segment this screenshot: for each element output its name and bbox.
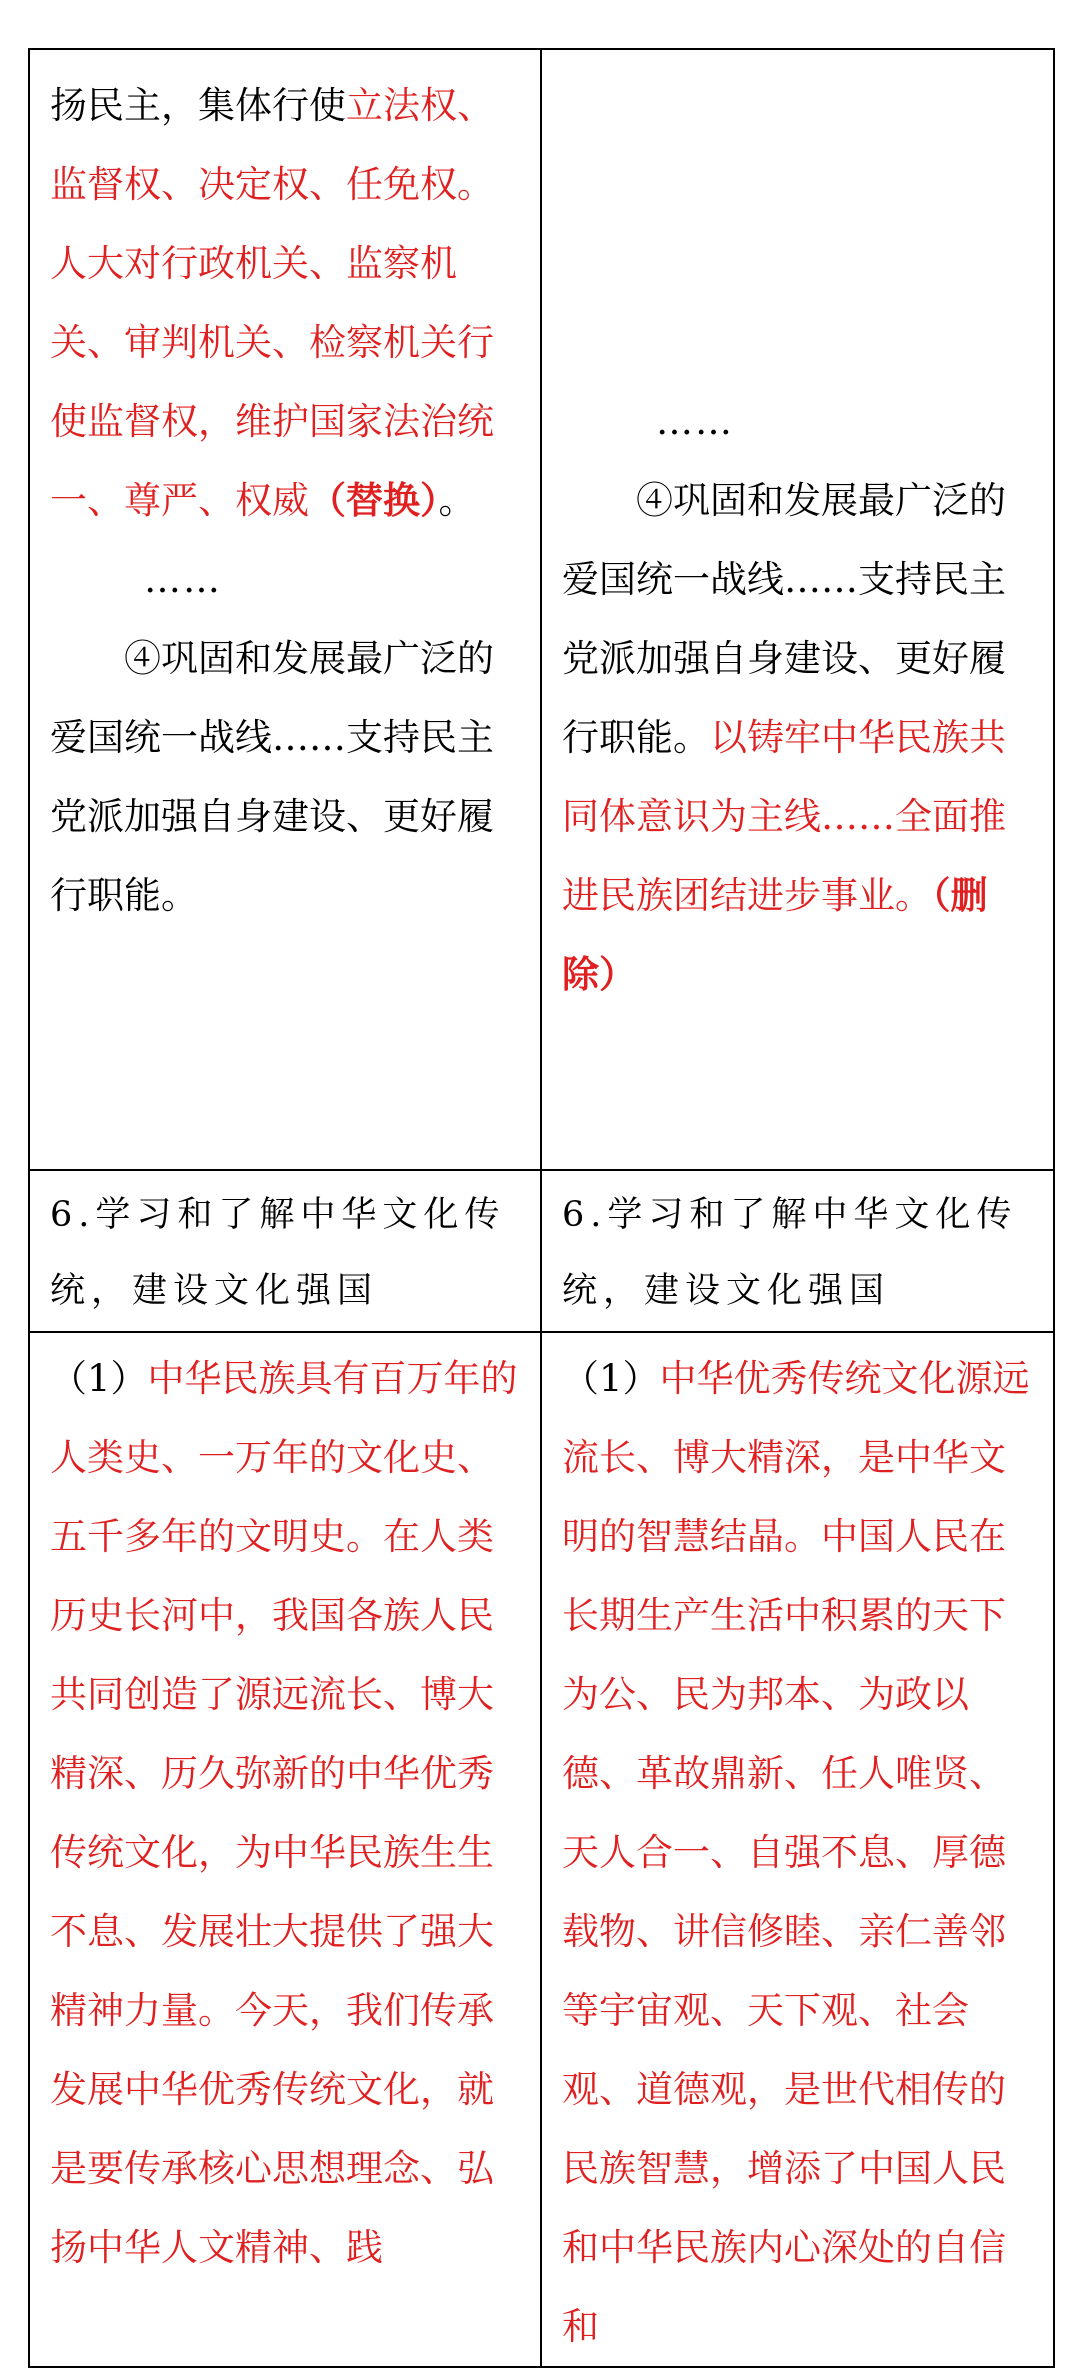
ellipsis: …… <box>656 400 734 443</box>
ellipsis: …… <box>144 558 222 601</box>
comparison-table <box>28 48 1055 2368</box>
section-heading-right: 6.学习和了解中华文化传统，建设文化强国 <box>541 1170 1054 1332</box>
text-run: 扬民主，集体行使 <box>50 84 346 127</box>
section-heading-left: 6.学习和了解中华文化传统，建设文化强国 <box>29 1170 541 1332</box>
table-cell-left <box>29 1332 541 2367</box>
text-run: 。 <box>438 479 476 522</box>
revision-note: （删除） <box>562 873 988 996</box>
table-row <box>29 49 1054 1170</box>
item-prefix: （1） <box>562 1357 660 1400</box>
table-cell-right <box>541 1332 1054 2367</box>
table-row <box>29 1332 1054 2367</box>
highlighted-text: 中华优秀传统文化源远流长、博大精深，是中华文明的智慧结晶。中国人民在长期生产生活中积累的天下为公、民为邦本、为政以德、革故鼎新、任人唯贤、天人合一、自强不息、厚德载物、讲信修睦、亲仁善邻等宇宙观、天下观、社会观、道德观，是世代相传的民族智慧，增添了中国人民和中华民族内心深处的自信和 <box>562 1357 1030 2348</box>
highlighted-text: 以铸牢中华民族共同体意识为主线……全面推进民族团结进步事业。 <box>562 716 1006 917</box>
empty-spacer <box>562 66 1035 382</box>
table-cell-left <box>29 49 541 1170</box>
paragraph-item4: ④巩固和发展最广泛的爱国统一战线……支持民主党派加强自身建设、更好履行职能。 <box>50 637 494 917</box>
paragraph <box>562 1339 1035 2366</box>
table-cell-right <box>541 49 1054 1170</box>
revision-note: （替换） <box>309 478 439 522</box>
paragraph <box>50 66 522 540</box>
table-row <box>29 1170 1054 1332</box>
highlighted-text: 中华民族具有百万年的人类史、一万年的文化史、五千多年的文明史。在人类历史长河中，我国各族人民共同创造了源远流长、博大精深、历久弥新的中华优秀传统文化，为中华民族生生不息、发展壮大提供了强大精神力量。今天，我们传承发展中华优秀传统文化，就是要传承核心思想理念、弘扬中华人文精神、践 <box>50 1357 518 2269</box>
paragraph <box>50 1339 522 2287</box>
text-run: ④巩固和发展最广泛的爱国统一战线……支持民主党派加强自身建设、更好履行职能。 <box>562 479 1006 759</box>
item-prefix: （1） <box>50 1357 148 1400</box>
highlighted-text: 立法权、监督权、决定权、任免权。人大对行政机关、监察机关、审判机关、检察机关行使监督权，维护国家法治统一、尊严、权威 <box>50 84 494 522</box>
paragraph-item4 <box>562 461 1035 1014</box>
